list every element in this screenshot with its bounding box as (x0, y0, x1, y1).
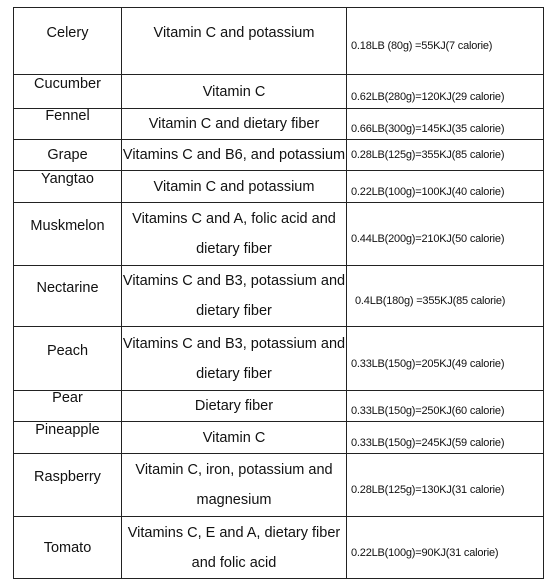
table-row (14, 422, 544, 454)
table-row (14, 266, 544, 327)
food-name-cell (14, 454, 122, 517)
food-name-cell (14, 517, 122, 579)
nutrients-text: Vitamin C (202, 83, 266, 100)
food-name-cell (14, 391, 122, 422)
energy-cell (347, 75, 544, 109)
food-name: Grape (47, 147, 88, 163)
table-row (14, 75, 544, 109)
energy-text: 0.4LB(180g) =355KJ(85 calorie) (355, 295, 506, 307)
table-row (14, 140, 544, 171)
energy-text: 0.28LB(125g)=355KJ(85 calorie) (351, 149, 505, 161)
nutrients-cell (122, 75, 347, 109)
food-name-cell (14, 140, 122, 171)
energy-text: 0.66LB(300g)=145KJ(35 calorie) (351, 123, 505, 135)
energy-cell (347, 391, 544, 422)
food-name: Peach (46, 342, 89, 359)
nutrients-text: Vitamins C and B3, potassium and dietary fiber (122, 335, 346, 382)
nutrients-cell (122, 391, 347, 422)
nutrients-cell (122, 517, 347, 579)
table-row (14, 517, 544, 579)
food-name-cell (14, 327, 122, 391)
nutrients-text: Vitamin C (202, 429, 266, 446)
nutrients-cell (122, 171, 347, 203)
food-name-cell (14, 266, 122, 327)
nutrients-text: Vitamin C and potassium (153, 25, 315, 41)
nutrients-text: Vitamin C, iron, potassium and magnesium (135, 462, 333, 508)
nutrients-text: Vitamins C and B6, and potassium (122, 147, 346, 163)
nutrients-text: Dietary fiber (194, 398, 274, 414)
nutrients-text: Vitamin C and potassium (153, 178, 315, 195)
nutrients-cell (122, 109, 347, 140)
energy-cell (347, 140, 544, 171)
food-name-cell (14, 109, 122, 140)
energy-text: 0.44LB(200g)=210KJ(50 calorie) (351, 233, 505, 245)
nutrients-text: Vitamins C, E and A, dietary fiber and folic acid (127, 524, 341, 571)
energy-text: 0.62LB(280g)=120KJ(29 calorie) (351, 90, 505, 103)
energy-text: 0.18LB (80g) =55KJ(7 calorie) (351, 40, 493, 52)
energy-text: 0.33LB(150g)=250KJ(60 calorie) (351, 405, 505, 417)
energy-cell (347, 266, 544, 327)
energy-text: 0.22LB(100g)=100KJ(40 calorie) (351, 185, 505, 198)
food-name: Cucumber (34, 75, 101, 92)
food-name: Celery (46, 25, 89, 41)
table-row (14, 454, 544, 517)
food-name-cell (14, 75, 122, 109)
table-row (14, 109, 544, 140)
nutrients-cell (122, 327, 347, 391)
table-row (14, 8, 544, 75)
energy-cell (347, 109, 544, 140)
energy-cell (347, 327, 544, 391)
food-name-cell (14, 8, 122, 75)
food-name: Fennel (45, 108, 90, 124)
nutrients-cell (122, 203, 347, 266)
food-name-cell (14, 203, 122, 266)
energy-text: 0.28LB(125g)=130KJ(31 calorie) (351, 484, 505, 496)
nutrients-cell (122, 140, 347, 171)
food-name: Nectarine (36, 280, 99, 296)
energy-cell (347, 517, 544, 579)
nutrients-text: Vitamins C and B3, potassium and dietary fiber (122, 273, 346, 319)
food-name: Muskmelon (30, 218, 105, 234)
table-row (14, 391, 544, 422)
energy-text: 0.22LB(100g)=90KJ(31 calorie) (351, 546, 499, 559)
table-row (14, 327, 544, 391)
energy-cell (347, 422, 544, 454)
food-name: Pineapple (35, 421, 100, 438)
food-name: Pear (52, 390, 83, 406)
table-row (14, 203, 544, 266)
energy-cell (347, 454, 544, 517)
food-name: Tomato (43, 539, 92, 556)
nutrients-cell (122, 422, 347, 454)
nutrients-text: Vitamin C and dietary fiber (148, 116, 320, 132)
energy-text: 0.33LB(150g)=205KJ(49 calorie) (351, 357, 505, 370)
energy-cell (347, 203, 544, 266)
nutrients-cell (122, 8, 347, 75)
nutrition-table (13, 7, 544, 579)
energy-text: 0.33LB(150g)=245KJ(59 calorie) (351, 436, 505, 449)
energy-cell (347, 8, 544, 75)
table-row (14, 171, 544, 203)
food-name: Yangtao (41, 170, 94, 187)
food-name: Raspberry (34, 469, 101, 485)
food-name-cell (14, 171, 122, 203)
nutrients-text: Vitamins C and A, folic acid and dietary fiber (132, 211, 336, 257)
nutrients-cell (122, 266, 347, 327)
energy-cell (347, 171, 544, 203)
food-name-cell (14, 422, 122, 454)
nutrients-cell (122, 454, 347, 517)
